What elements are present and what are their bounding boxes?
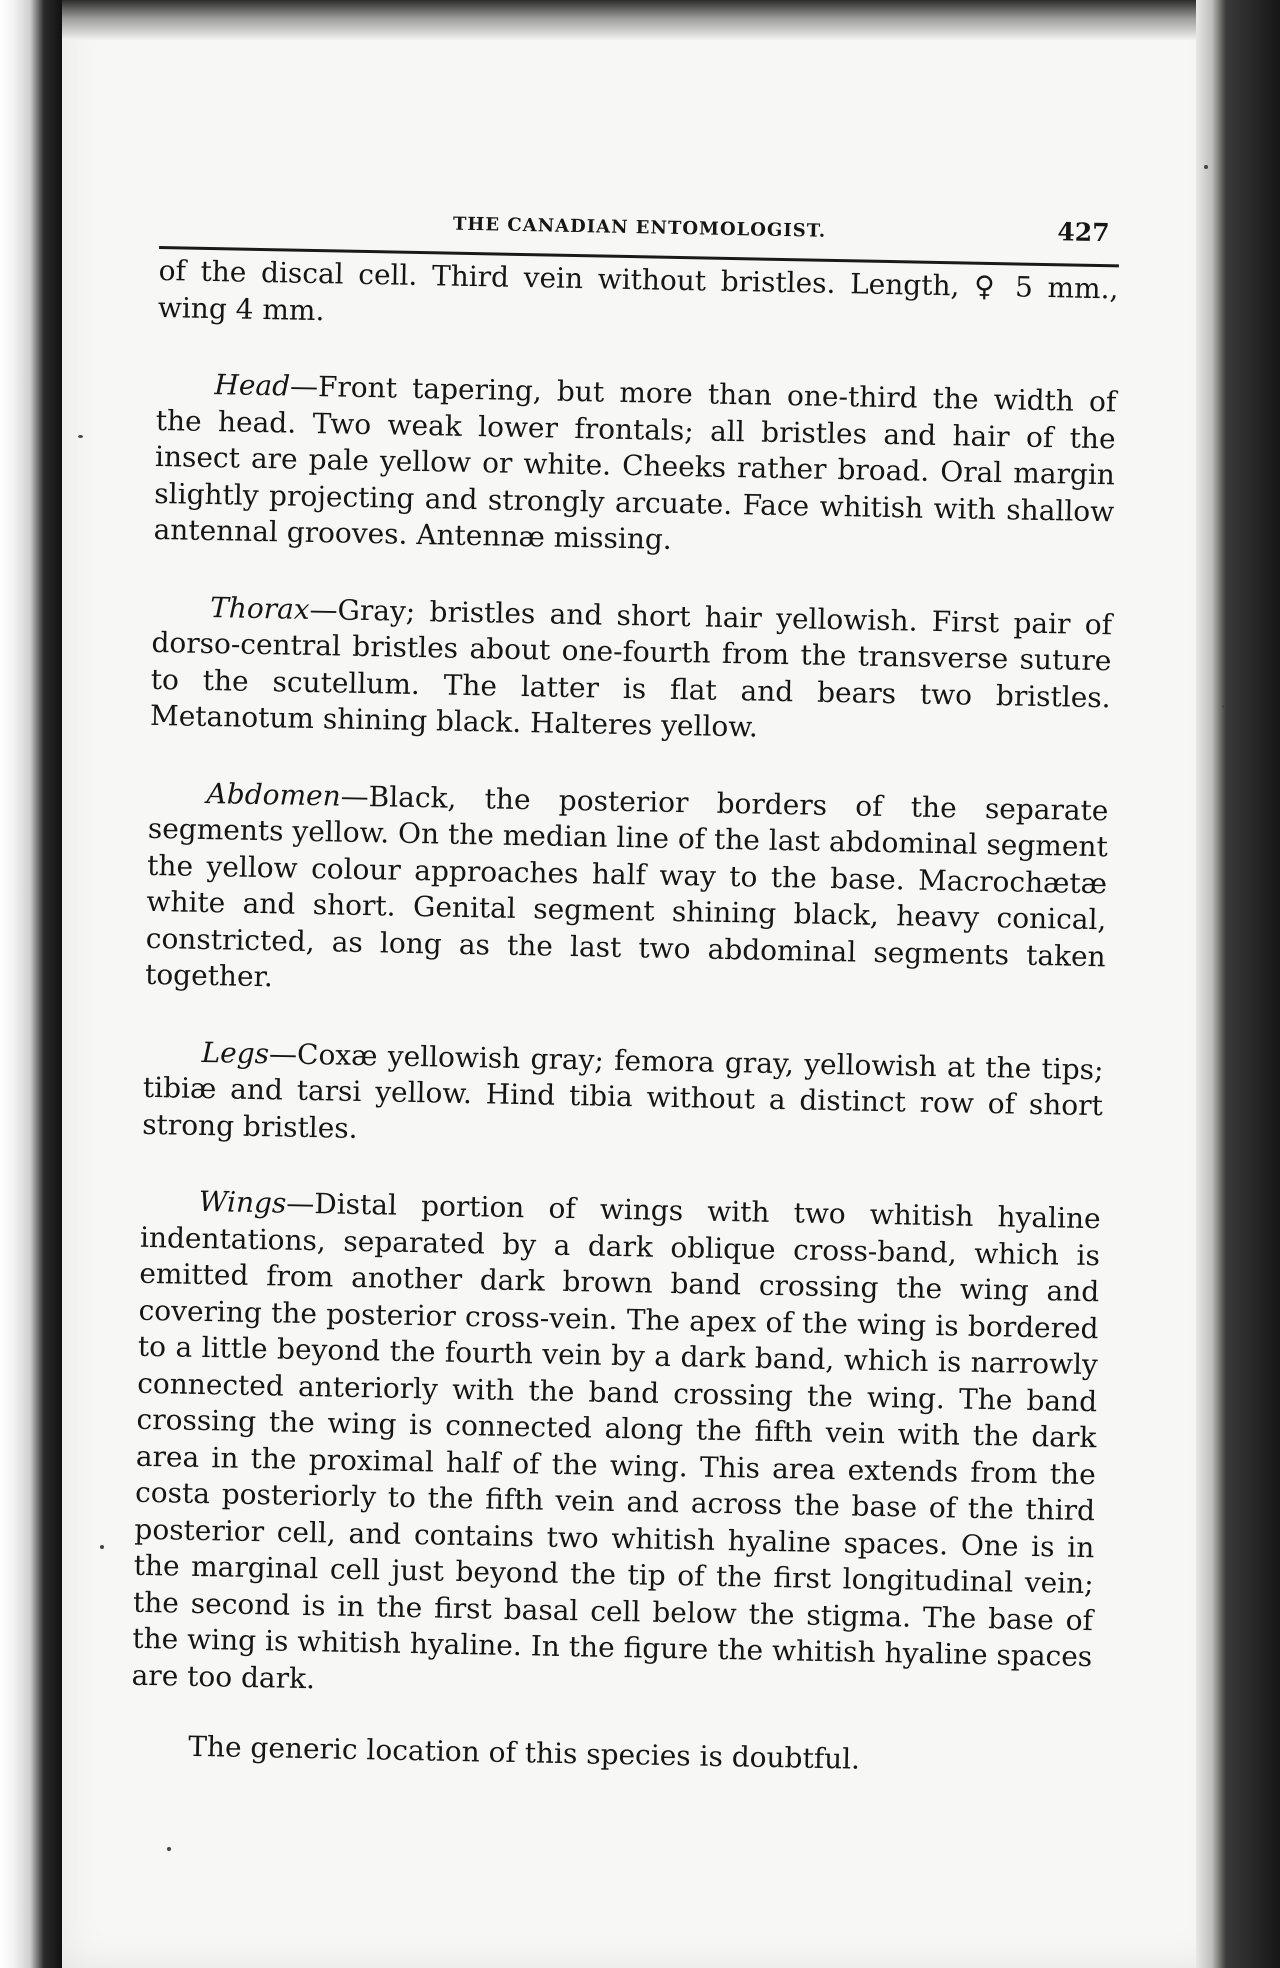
paragraph-legs	[142, 1033, 1104, 1161]
paragraph-lead: Abdomen	[206, 776, 342, 813]
running-title: THE CANADIAN ENTOMOLOGIST.	[452, 213, 827, 242]
dust-speck	[78, 435, 83, 438]
paragraph-head	[153, 366, 1116, 567]
closing-paragraph: The generic location of this species is doubtful.	[188, 1729, 861, 1776]
page-top-edge	[62, 0, 1222, 40]
paragraph-thorax	[150, 588, 1113, 752]
paragraph-text: —Front tapering, but more than one-third the width of the head. Two weak lower frontals; all bristles and hair of the insect are pale yellow or white. Cheeks rather broad. Oral margin slightly projecting and strongly arcuate. Face whitish with shallow antennal grooves. Antennæ missing.	[153, 369, 1117, 556]
dust-speck	[100, 1545, 104, 1549]
paragraph-lead: Legs	[201, 1035, 270, 1070]
paragraph-lead: Thorax	[209, 590, 310, 626]
paragraph-lead: Wings	[198, 1184, 287, 1220]
page-gutter-shadow	[0, 0, 62, 1968]
paragraph-wings	[131, 1183, 1101, 1712]
paragraph-abdomen	[145, 774, 1109, 1011]
paragraph-lead: Head	[214, 368, 291, 403]
page-number: 427	[1057, 217, 1110, 248]
dust-speck	[1204, 165, 1208, 169]
page-content	[130, 200, 1120, 1783]
dust-speck	[1222, 705, 1225, 708]
paragraph-text: —Gray; bristles and short hair yellowish. First pair of dorso-central bristles about one-fourth from the transverse suture to the scutellum. The latter is flat and bears two bristles. Metanotum shining black. Halteres yellow.	[149, 592, 1113, 744]
paragraph-text: —Distal portion of wings with two whitish hyaline indentations, separated by a dark oblique cross-band, which is emitted from another dark brown band crossing the wing and covering the posterior cross-vein. The apex of the wing is bordered to a little beyond the fourth vein by a dark band, which is narrowly connected anteriorly with the band crossing the wing. The band crossing the wing is connected along the fifth vein with the dark area in the proximal half of the wing. This area extends from the costa posteriorly to the fifth vein and across the base of the third posterior cell, and contains two whitish hyaline spaces. One is in the marginal cell just beyond the tip of the first longitudinal vein; the second is in the first basal cell below the stigma. The base of the wing is whitish hyaline. In the figure the whitish hyaline spaces are too dark.	[131, 1186, 1101, 1695]
continued-paragraph: of the discal cell. Third vein without bristles. Length, ♀ 5 mm., wing 4 mm.	[157, 253, 1119, 327]
paragraph-text: —Coxæ yellowish gray; femora gray, yellowish at the tips; tibiæ and tarsi yellow. Hind tibia without a distinct row of short strong bristles.	[141, 1036, 1104, 1145]
dust-speck	[167, 1847, 171, 1851]
page-right-edge	[1196, 0, 1280, 1968]
paragraph-text: —Black, the posterior borders of the separate segments yellow. On the median line of the last abdominal segment the yellow colour approaches half way to the base. Macrochætæ white and short. Genital segment shining black, heavy conical, constricted, as long as the last two abdominal segments taken together.	[144, 779, 1109, 994]
